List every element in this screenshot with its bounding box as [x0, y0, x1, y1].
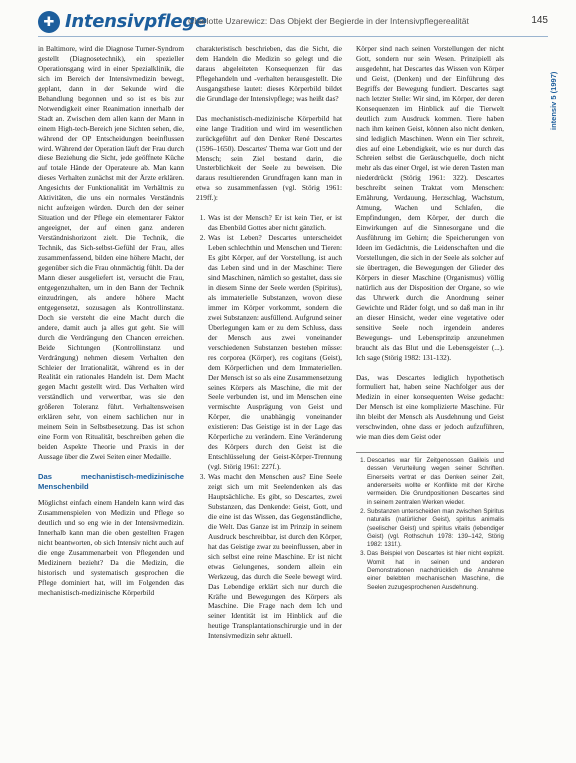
footnote: 3. Das Beispiel von Descartes ist hier nicht explizit. Womit hat in seinen und anderen Demonstrationen nachdrücklich die Annahme einer belebten mechanischen Maschine, die Seelen zuzugesprochenen Ausdehnung. [367, 550, 504, 591]
text-column-3 [356, 44, 504, 756]
page-number: 145 [531, 15, 548, 26]
body-paragraph: in Baltimore, wird die Diagnose Turner-Syndrom gestellt (Diagnosetechnik), ein spezieller Operationsgang wird in einer Spezialklinik, die sich im Bereich der Intensivmedizin bewegt, geplant, dann in der Sekunde wird die Behandlung begonnen und so ist es bis zur Notwendigkeit einer Reanimation innerhalb der Stadt an. Zwischen dem allen kann der Mann in einem High-tech-Bereich jene Sichten sehen, die, während der OP Entscheidungen beeinflussen wird. Während der Operation läuft der Frau durch diese Beziehung die Sicht, jede geöffnete Küche auf totale Hände der Operateure ab. Man kann dieses Verhalten zunächst mit der Ärzte erklären. Angesichts der Funktionalität im Verhältnis zu Aktivitäten, die uns ein normales Verständnis nicht aufzeigen würden. Durch den der seiner Situation und der Pflege ein elementarer Faktor angeeignet, der auf einen ganz anderen Verständnishorizont zielt. Die Technik, die Technik, das Sich-selbst-Gefühl der Frau, alles zusammenfassend, bilden eine höhere Macht, der gegenüber sich die Frau ohnmächtig fühlt. Da der Mann dieser ausgeliefert ist, versucht die Frau, entgegenzuhalten, um in den Bann der Technik einzudringen, als andere höhere Macht entgegensetzt, sozusagen als Kontrollinstanz. Doch sie versteht die eine Macht durch die andere, damit auch ja alles gut geht. Sie will durch die Verdrängung den Chancen erreichen. Beide Sichtungen (Kontrollinstanz und Verdrängung) nehmen diesem Verhalten den Schleier der Irrationalität, während es in der Realität ein rationales Handeln ist. Dem Macht gegen Macht gestellt wird. Das Verhalten wird verständlich und verwertbar, was sie den größeren Toleranz führt. Verhaltensweisen erklären sehr, von einem sachlichen nur in meinem Sein in Selbstbesetzung. Das ist schon eine Form von Ritualität, beschreiben gehen die beiden Aspekte Theorie und Praxis in der Aussage über die Zwei Seiten einer Medaille. [38, 44, 184, 462]
body-paragraph: Körper sind nach seinen Vorstellungen der nicht Gott, sondern nur sein Wesen. Prinzipiell als ausgedehnt, hat Descartes das Wissen von Körper und Geist, (Denken) und der Einführung des Begriffs der Bewegung fundiert. Descartes sagt nach letzter Stelle: Wir sind, im Körper, der deren Konsequenzen im Hinblick auf die Tierwelt deutlich zum Ausdruck kommen. Tiere haben nach ihm keinen Geist, können also nicht denken, sind lediglich Maschinen. Wenn ein Tier schreit, dies auf eine Lebendigkeit, wie es nur durch das Schreien selbst die Geräuschquelle, doch nicht mehr als das einer Orgel, ist wie deren Tasten man niederdrückt (Störig 1961: 322). Descartes beschreibt seinen Traktat vom Menschen: Ernährung, Verdauung, Herzschlag, Wachstum, Atmung, Wachen und Schlafen, die Empfindungen, dem Körper, der durch die Einwirkungen auf die Sinnesorgane und die Ausführung im Gehirn; die Speicherungen von Ideen im Gedächtnis, die Leidenschaften und die Vorstellungen, die sich in der Seele als solcher auf sie übertragen, die Bewegungen der Glieder des Körpers in dieser Maschine (Organismus) völlig natürlich aus der Disposition der Organe, so wie das Uhrwerk durch die Anordnung seiner Gewichte und Räder folgt, und so daß man in ihr an dieser Hinsicht, weder eine vegetative oder sensitive Seele noch irgendein anderes Bewegungs- und Lebensprinzip anzunehmen braucht als das Blut und die Lebensgeister (...). Ich sage (Störig 1982: 131-132). [356, 44, 504, 362]
page-header [0, 0, 576, 42]
text-column-2 [196, 44, 342, 756]
logo-text: Intensivpflege [65, 11, 207, 32]
list-item: 2. Was ist Leben? Descartes unterscheidet Leben schlechthin und Menschen und Tieren: Es gibt Körper, auf der Vorstellung, ist auch das Leben sind und in der Maschine: Tiere sind Maschinen, nämlich so gestaltet, dass sie in diesem Sinne der Seele werden (Spiritus), als immaterielle Substanzen, wovon diese immer im Körper vorkommt, sondern die zwei Substanzen: ausfüllend. Aufgrund seiner Überlegungen kam er zu dem Schluss, dass der Mensch aus zwei voneinander verschiedenen Substanzen bestehen müsse: res corporea (Körper), res cogitans (Geist), dem Körperlichen und dem Immateriellen. Der Mensch ist so als eine Zusammensetzung seines Körpers als Maschine, die mit der Seele verbunden ist, und im Menschen eine vermischte Ausprägung von Geist und Körper, die unabhängig voneinander existieren: Das Geistige ist in der Lage das Körperliche zu verändern. Eine Veränderung des Körpers durch den Geist ist die Entschlüsselung der Geist-Körper-Trennung (vgl. Störig 1961: 227f.). [207, 233, 342, 472]
text-column-1 [38, 44, 184, 756]
numbered-list [196, 213, 342, 641]
running-head: Charlotte Uzarewicz: Das Objekt der Begierde in der Intensivpflegerealität [188, 16, 469, 26]
footnote: 1. Descartes war für Zeitgenossen Galileis und dessen Verurteilung wegen seiner Schriften. Einerseits vertrat er das Denken seiner Zeit, andererseits wollte er Konflikte mit der Kirche vermeiden. Die Grundpositionen Descartes sind in seinem zentralen Werken wieder. [367, 457, 504, 507]
body-paragraph: Möglichst einfach einem Handeln kann wird das Zusammenspielen von Medizin und Pflege so deutlich und so eng wie in der Intensivmedizin. Innerhalb kann man die oben gestellten Fragen nicht beantworten, ob sich Intensiv nicht auch auf die enge Zusammenarbeit von Pflegenden und Medizinern bezieht? Da die Medizin, die historisch und systematisch gesprochen die Pflege dominiert hat, will im Folgenden das mechanistisch-medizinische Körperbild [38, 498, 184, 597]
list-item: 1. Was ist der Mensch? Er ist kein Tier, er ist das Ebenbild Gottes aber nicht gänzlich. [207, 213, 342, 233]
header-divider [38, 36, 548, 37]
journal-side-tag: intensiv 5 (1997) [549, 71, 558, 130]
body-paragraph: charakteristisch beschrieben, das die Sicht, die dem Handeln die Medizin so gelegt und die daraus abgeleiteten Konsequenzen für das Pflegehandeln und -verhalten herausgestellt. Die Ausgangsthese lautet: dieses Körperbild bildet die Grundlage der Intensivpflege; was heißt das? [196, 44, 342, 103]
list-item: 3. Was macht den Menschen aus? Eine Seele zeigt sich um mit Seelendenken als das Hauptsächliche. Es gibt, so Descartes, zwei Substanzen, das Denkende: Geist, Gott, und die eine ist das Wissen, das Gegenständliche, die Welt. Das Ganze ist im Prinzip in seinem Ausdruck beschreibbar, ist durch den Körper, hat das Geistige zwar zu beeinflussen, aber in sich selbst eine reine Maschine. Er ist nicht etwas Gelungenes, sondern allein ein Werkzeug, das durch die Seele bewegt wird. Das Lebendige erklärt sich nur durch die Kräfte und Bewegungen des Körpers als Maschine. Die Frage nach dem Ich und seiner Identität ist im Hinblick auf die heutige Transplantationschirurgie und in der Intensivmedizin sehr aktuell. [207, 472, 342, 641]
logo-icon: ✚ [38, 11, 60, 33]
footnote: 2. Substanzen unterscheiden man zwischen Spiritus naturalis (natürlicher Geist), spiritus animalis (seelischer Geist) und spiritus vitalis (lebendiger Geist) (vgl. Rothschuh 1978: 139–142, Störig 1982: 131f.). [367, 508, 504, 549]
body-paragraph: Das mechanistisch-medizinische Körperbild hat eine lange Tradition und wird im wesentlichen zurückgeführt auf den Denker René Descartes (1596–1650). Descartes' Thema war Gott und der Mensch; sein Ziel bestand darin, die Unsterblichkeit der Seele zu beweisen. Die daraus resultierenden Grundfragen kann man in etwa so zusammenfassen (vgl. Störig 1961: 219ff.): [196, 113, 342, 203]
section-heading: Das mechanistisch-medizinische Menschenbild [38, 472, 184, 492]
footnotes [356, 452, 504, 592]
body-paragraph: Das, was Descartes lediglich hypothetisch formuliert hat, haben seine Nachfolger aus der Medizin in einer konsequenten Weise gedacht: Der Mensch ist eine komplizierte Maschine. Für ihn bleibt der Mensch als Ausdehnung und Geist verschwinden, ohne dass er jedoch aufzuführen, wie man dies dem Geist oder [356, 372, 504, 442]
